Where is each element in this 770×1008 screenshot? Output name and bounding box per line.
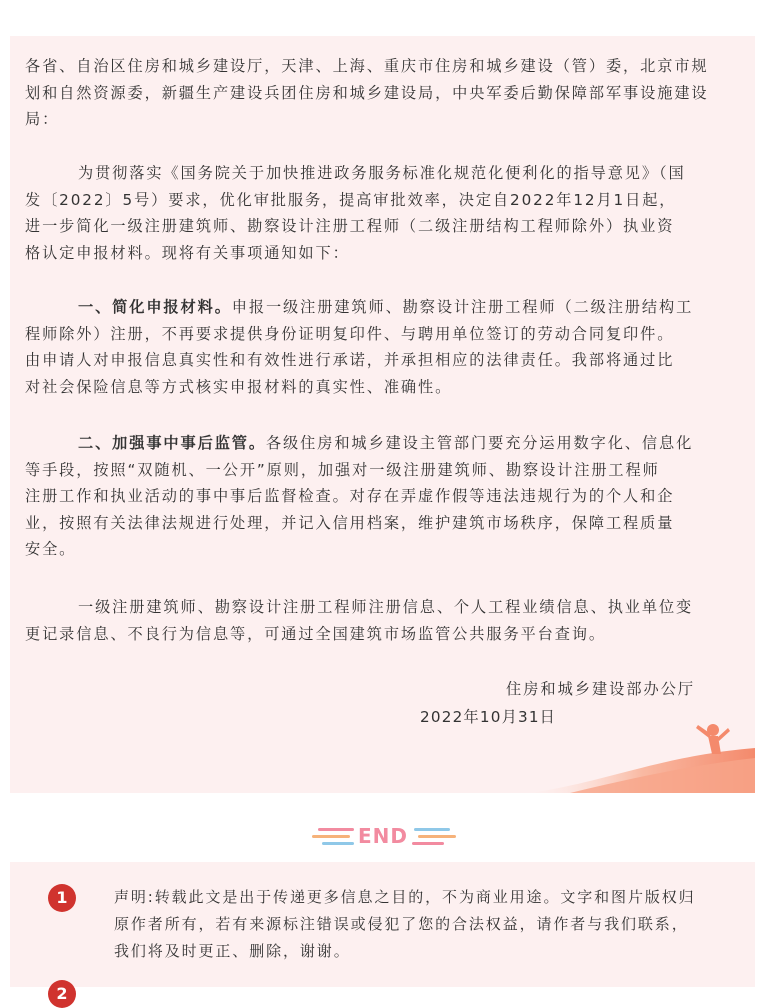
- left-stripes-icon: [312, 826, 356, 848]
- addressee: 各省、自治区住房和城乡建设厅，天津、上海、重庆市住房和城乡建设（管）委，北京市规 划和自然资源委，新疆生产建设兵团住房和城乡建设局，中央军委后勤保障部军事设施建设 局：: [25, 57, 709, 129]
- document-card: [10, 36, 755, 793]
- closing-paragraph: 一级注册建筑师、勘察设计注册工程师注册信息、个人工程业绩信息、执业单位变 更记录信息、不良行为信息等，可通过全国建筑市场监管公共服务平台查询。: [25, 598, 694, 643]
- end-label: END: [358, 824, 409, 848]
- date: 2022年10月31日: [420, 708, 557, 726]
- section-simplify-materials: 一、简化申报材料。申报一级注册建筑师、勘察设计注册工程师（二级注册结构工 程师除外）注册，不再要求提供身份证明复印件、与聘用单位签订的劳动合同复印件。 由申请人对申报信息真实性和有效性进行承诺，并承担相应的法律责任。我部将通过比 对社会保险信息等方式核实申报材料的真实性、准确性。: [25, 298, 694, 396]
- disclaimer-text: 声明:转载此文是出于传递更多信息之目的，不为商业用途。文字和图片版权归 原作者所有，若有来源标注错误或侵犯了您的合法权益，请作者与我们联系， 我们将及时更正、删除，谢谢。: [114, 888, 696, 960]
- disclaimer-box: [10, 862, 755, 1003]
- figure-icon: [696, 724, 730, 754]
- section-heading: 二、加强事中事后监管。: [78, 434, 266, 452]
- intro-paragraph: 为贯彻落实《国务院关于加快推进政务服务标准化规范化便利化的指导意见》（国 发〔2022〕5号）要求，优化审批服务，提高审批效率，决定自2022年12月1日起， 进一步简化一级注册建筑师、勘察设计注册工程师（二级注册结构工程师除外）执业资 格认定申报材料。现将有关事项通知如下：: [25, 164, 686, 262]
- number-badge: 2: [48, 980, 76, 1008]
- number-badge: 1: [48, 884, 76, 912]
- end-divider: [0, 822, 770, 852]
- section-heading: 一、简化申报材料。: [78, 298, 232, 316]
- section-supervision: 二、加强事中事后监管。各级住房和城乡建设主管部门要充分运用数字化、信息化 等手段，按照“双随机、一公开”原则，加强对一级注册建筑师、勘察设计注册工程师 注册工作和执业活动的事中事后监督检查。对存在弄虚作假等违法违规行为的个人和企 业，按照有关法律法规进行处理，并记入信用档案，维护建筑市场秩序，保障工程质量 安全。: [25, 434, 694, 559]
- signature: 住房和城乡建设部办公厅: [506, 680, 696, 698]
- right-stripes-icon: [412, 826, 456, 848]
